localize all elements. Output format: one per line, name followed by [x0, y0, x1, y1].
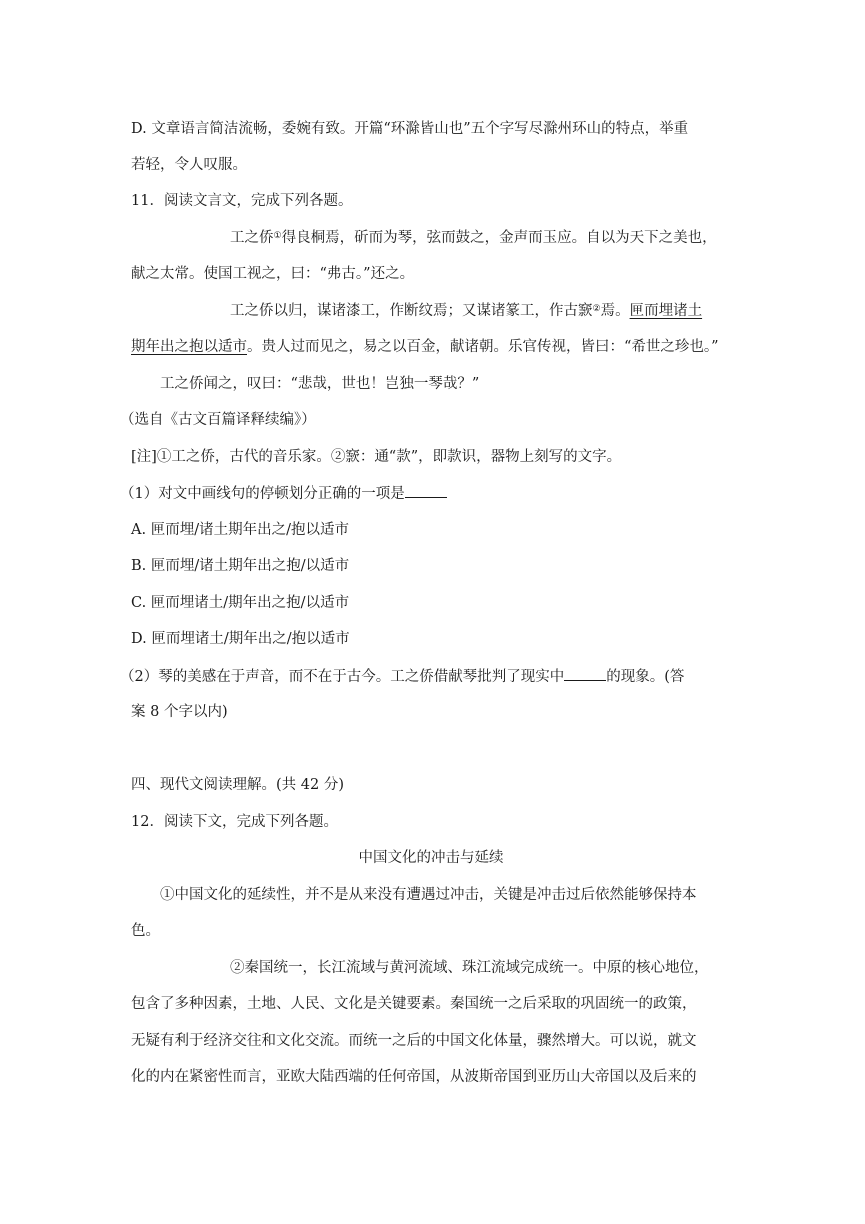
article-para1-line1: ①中国文化的延续性，并不是从来没有遭遇过冲击，关键是冲击过后依然能够保持本: [160, 887, 697, 903]
article-para2-line3: 无疑有利于经济交往和文化交流。而统一之后的中国文化体量，骤然增大。可以说，就文: [131, 1033, 697, 1049]
q11-p2-line2-rest: 。贵人过而见之，易之以百金，献诸朝。乐官传视，皆曰：“希世之珍也。”: [247, 339, 719, 355]
article-title: 中国文化的冲击与延续: [358, 850, 504, 866]
q11-option-a: A. 匣而埋/诸土期年出之/抱以适市: [131, 522, 349, 538]
article-para2-line4: 化的内在紧密性而言，亚欧大陆西端的任何帝国，从波斯帝国到亚历山大帝国以及后来的: [131, 1069, 697, 1085]
footnote-marker-2: ②: [592, 304, 601, 314]
answer-blank-1[interactable]: [405, 483, 447, 498]
q11-p2-start: 工之侨以归，谋诸漆工，作断纹焉；又谋诸篆工，作古窾: [230, 303, 593, 319]
underlined-sentence-part2: 期年出之抱以适市: [131, 339, 247, 355]
q11-p1-start: 工之侨: [230, 230, 274, 246]
q11-p2-mid: 焉。: [600, 303, 630, 319]
q10-option-d-line1: D. 文章语言简洁流畅，委婉有致。开篇“环滁皆山也”五个字写尽滁州环山的特点，举重: [131, 121, 689, 137]
q11-sub2-line1: [120, 666, 720, 686]
q11-passage-p2-line1: [230, 301, 830, 321]
q11-option-c: C. 匣而埋诸土/期年出之抱/以适市: [131, 595, 350, 611]
q11-sub2-tail: 的现象。(答: [606, 669, 685, 685]
answer-blank-2[interactable]: [564, 666, 606, 681]
q11-sub2-line2: 案 8 个字以内): [131, 704, 228, 720]
q11-option-d: D. 匣而埋诸土/期年出之/抱以适市: [131, 631, 350, 647]
section-4-heading: 四、现代文阅读理解。(共 42 分): [131, 777, 344, 793]
q11-p1-rest: 得良桐焉，斫而为琴，弦而鼓之，金声而玉应。自以为天下之美也，: [281, 230, 717, 246]
q11-passage-p1-line2: 献之太常。使国工视之，曰：“弗古。”还之。: [131, 266, 415, 282]
q12-title: 12．阅读下文，完成下列各题。: [131, 814, 338, 830]
q11-passage-p3: 工之侨闻之，叹曰：“悲哉，世也！岂独一琴哉？”: [160, 376, 480, 392]
article-para2-line1: ②秦国统一，长江流域与黄河流域、珠江流域完成统一。中原的核心地位，: [230, 960, 709, 976]
q11-sub1-text: （1）对文中画线句的停顿划分正确的一项是: [120, 486, 405, 502]
q11-sub1: [120, 483, 720, 503]
q11-passage-p1-line1: [230, 228, 830, 248]
article-para1-line2: 色。: [131, 923, 160, 939]
q11-source: （选自《古文百篇译释续编》）: [120, 412, 316, 428]
q10-option-d-line2: 若轻，令人叹服。: [131, 157, 247, 173]
q11-option-b: B. 匣而埋/诸土期年出之抱/以适市: [131, 558, 350, 574]
q11-note: [注]①工之侨，古代的音乐家。②窾：通“款”，即款识，器物上刻写的文字。: [131, 449, 622, 465]
footnote-marker-1: ①: [273, 231, 282, 241]
article-para2-line2: 包含了多种因素，土地、人民、文化是关键要素。秦国统一之后采取的巩固统一的政策，: [131, 996, 697, 1012]
q11-passage-p2-line2: [131, 337, 731, 357]
q11-sub2-text: （2）琴的美感在于声音，而不在于古今。工之侨借献琴批判了现实中: [120, 669, 565, 685]
q11-title: 11．阅读文言文，完成下列各题。: [131, 193, 353, 209]
underlined-sentence-part1: 匣而埋诸土: [629, 303, 703, 319]
